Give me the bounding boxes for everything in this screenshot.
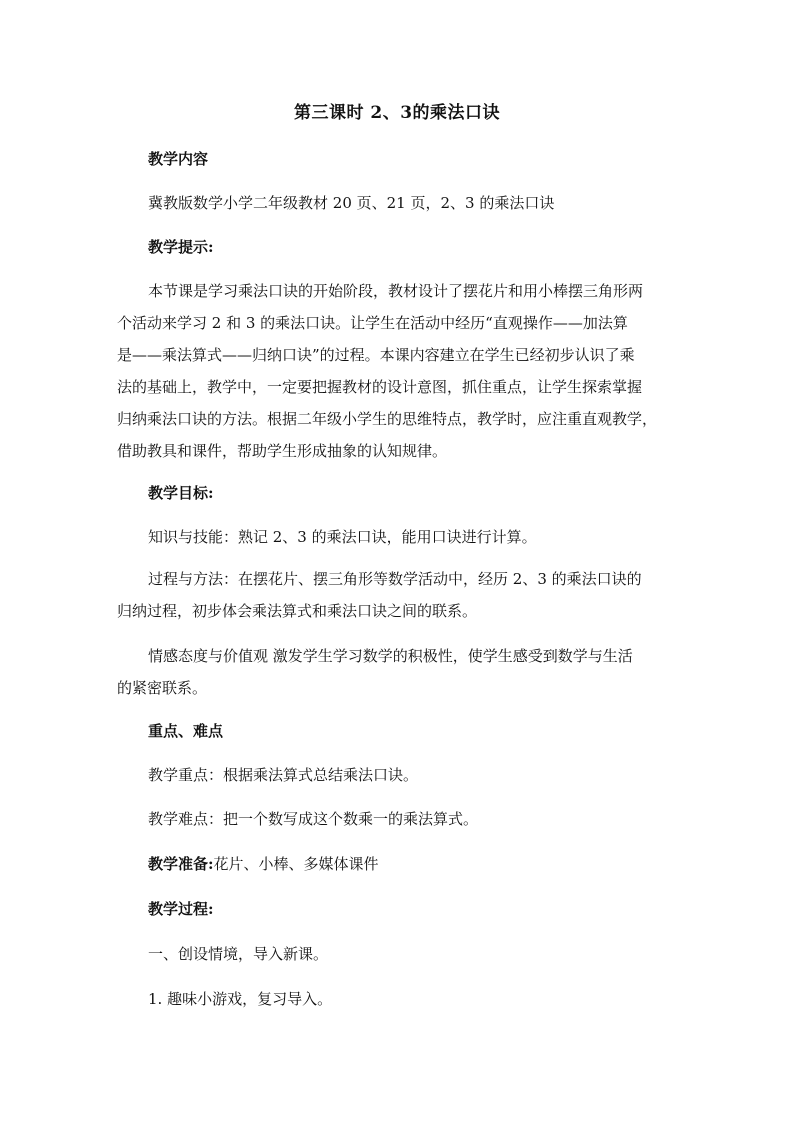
key-point: 教学重点：根据乘法算式总结乘法口诀。 <box>148 766 419 784</box>
hint-paragraph <box>117 275 682 467</box>
content-text: 冀教版数学小学二年级教材 20 页、21 页，2、3 的乘法口诀 <box>148 194 555 212</box>
hint-line: 个活动来学习 2 和 3 的乘法口诀。让学生在活动中经历“直观操作——加法算 <box>117 314 628 332</box>
goal-knowledge: 知识与技能：熟记 2、3 的乘法口诀，能用口诀进行计算。 <box>148 528 537 546</box>
hint-line: 归纳乘法口诀的方法。根据二年级小学生的思维特点，教学时，应注重直观教学， <box>117 410 658 428</box>
hint-line: 本节课是学习乘法口诀的开始阶段，教材设计了摆花片和用小棒摆三角形两 <box>148 282 644 300</box>
hint-line: 是——乘法算式——归纳口诀”的过程。本课内容建立在学生已经初步认识了乘 <box>117 346 635 364</box>
prep-label: 教学准备: <box>148 855 214 873</box>
goal-emotion-line: 的紧密联系。 <box>117 679 208 697</box>
goal-heading: 教学目标: <box>148 484 214 502</box>
goal-process-paragraph <box>117 563 682 627</box>
step-one: 一、创设情境，导入新课。 <box>148 945 329 963</box>
document-title: 第三课时 2、3的乘法口诀 <box>293 103 501 123</box>
content-heading: 教学内容 <box>148 150 209 168</box>
hint-line: 法的基础上，教学中，一定要把握教材的设计意图，抓住重点，让学生探索掌握 <box>117 378 643 396</box>
difficult-point: 教学难点：把一个数写成这个数乘一的乘法算式。 <box>148 810 479 828</box>
key-heading: 重点、难点 <box>148 722 224 740</box>
process-heading: 教学过程: <box>148 900 214 918</box>
prep-line <box>148 853 379 874</box>
goal-emotion-line: 情感态度与价值观 激发学生学习数学的积极性，使学生感受到数学与生活 <box>148 647 633 665</box>
step-one-sub: 1. 趣味小游戏，复习导入。 <box>148 990 333 1008</box>
hint-heading: 教学提示: <box>148 238 214 256</box>
goal-process-line: 过程与方法：在摆花片、摆三角形等数学活动中，经历 2、3 的乘法口诀的 <box>148 570 642 588</box>
goal-emotion-paragraph <box>117 640 682 704</box>
goal-process-line: 归纳过程，初步体会乘法算式和乘法口诀之间的联系。 <box>117 602 478 620</box>
hint-line: 借助教具和课件，帮助学生形成抽象的认知规律。 <box>117 442 448 460</box>
prep-text: 花片、小棒、多媒体课件 <box>213 855 379 873</box>
